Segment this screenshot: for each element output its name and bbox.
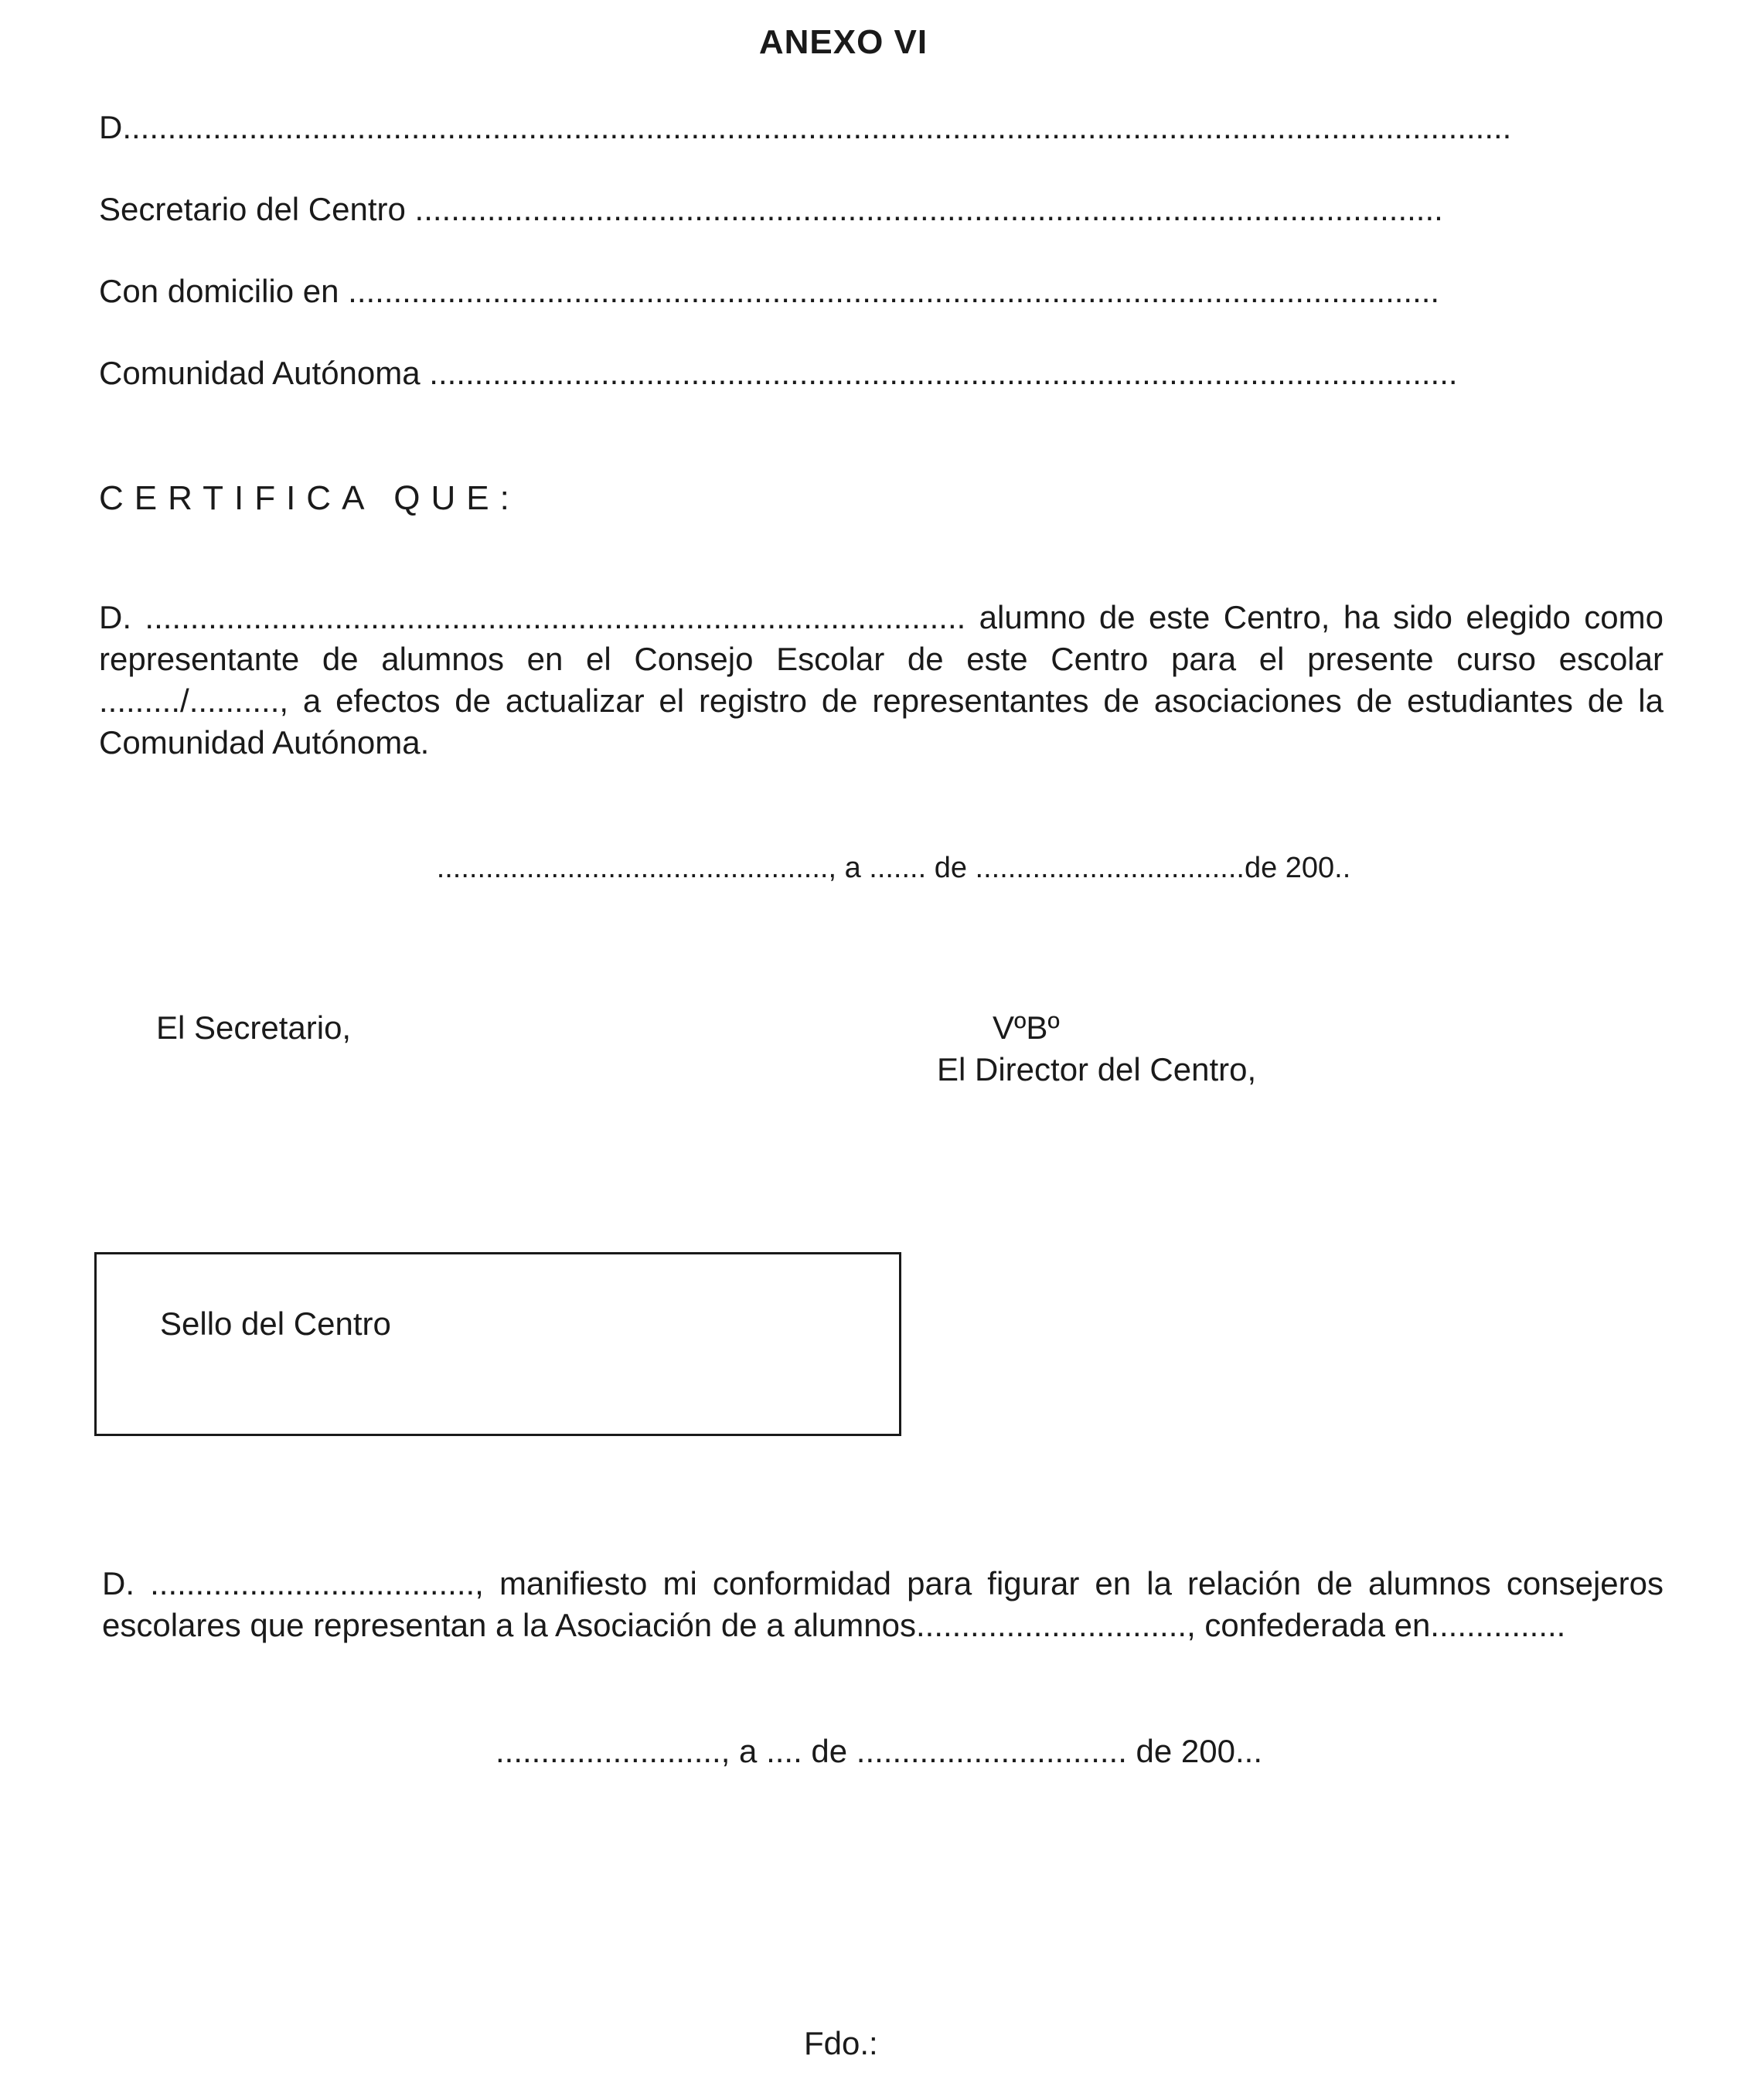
vobo-label: VºBº <box>993 1009 1060 1046</box>
date-line-2 <box>0 1733 1764 1770</box>
field-don: D.......................................................................................................................................................... <box>99 109 1512 145</box>
document-title <box>0 23 1764 62</box>
field-comunidad: Comunidad Autónoma .................................................................................................................. <box>99 355 1458 391</box>
date-line-1-text: ................................................, a ....... de .................................de 200.. <box>436 852 1351 884</box>
field-secretario: Secretario del Centro .................................................................................................................. <box>99 191 1443 227</box>
certificate-paragraph: D. ........................................................................................... alumno de este Centro, ha sido elegido como representante de alumnos en el Consejo Escolar de este Centro para el presente curso escolar ........./.........., a efectos de actualizar el registro de representantes de asociaciones de estudiantes de la Comunidad Autónoma. <box>99 599 1664 761</box>
stamp-box <box>94 1252 901 1436</box>
date-line-2-text: ........................., a .... de .............................. de 200... <box>495 1733 1263 1769</box>
director-signature-label: El Director del Centro, <box>937 1051 1257 1087</box>
certifica-heading: CERTIFICA QUE: <box>99 479 520 517</box>
conformity-paragraph: D. ...................................., manifiesto mi conformidad para figurar en la relación de alumnos consejeros escolares que representan a la Asociación de a alumnos.............................., confederada en............... <box>102 1565 1664 1643</box>
secretary-signature-label: El Secretario, <box>156 1009 352 1046</box>
field-domicilio: Con domicilio en ......................................................................................................................... <box>99 273 1440 309</box>
fdo-label: Fdo.: <box>804 2025 878 2061</box>
date-line-1 <box>0 852 1764 885</box>
title-text: ANEXO VI <box>758 23 928 61</box>
stamp-label: Sello del Centro <box>160 1305 391 1342</box>
